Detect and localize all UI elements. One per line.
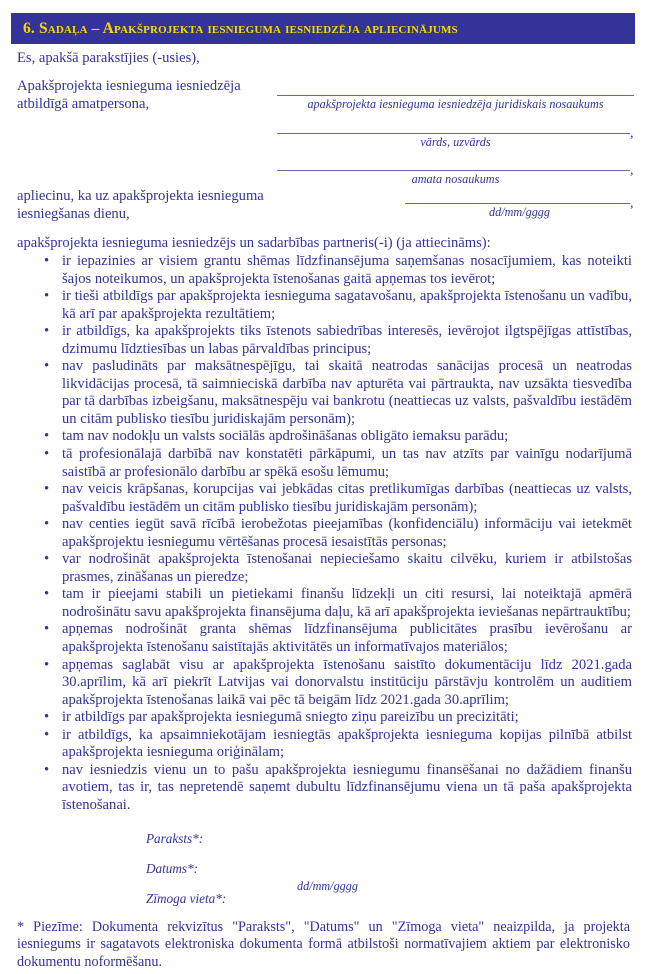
declaration-item-text: tam nav nodokļu un valsts sociālās apdrošināšanas obligāto iemaksu parādu; <box>62 428 509 445</box>
signature-label-zimoga-vieta: Zīmoga vieta*: <box>146 891 227 906</box>
declaration-item-text: tam ir pieejami stabili un pietiekami finanšu līdzekļi un citi resursi, lai noteiktajā apmērā nodrošinātu savu apakšprojekta finansējuma daļu, kā arī apakšprojekta ieviešanas nepārtrauktību; <box>62 586 632 620</box>
declaration-item <box>0 481 645 516</box>
declaration-item <box>0 516 645 551</box>
bullet-dot-icon: • <box>44 621 50 638</box>
bullet-dot-icon: • <box>44 253 50 269</box>
declaration-item-text: nav centies iegūt savā rīcībā ierobežotas pieejamības (konfidenciālu) informāciju vai ietekmēt apakšprojektu iesniegumu vērtēšanas procesā iesaistītās personas; <box>62 516 632 550</box>
declaration-item-text: apņemas saglabāt visu ar apakšprojekta īstenošanu saistīto dokumentāciju līdz 2021.gada 30.aprīlim, kā arī piekrīt Latvijas vai donorvalstu institūciju pārstāvju kontrolēm un auditiem apakšprojekta īstenošanas laikā vai pēc tā beigām līdz 2021.gada 30.aprīlim; <box>62 656 632 708</box>
fill-line-2-caption: vārds, uzvārds <box>420 135 491 149</box>
declaration-item-text: ir iepazinies ar visiem grantu shēmas līdzfinansējuma saņemšanas nosacījumiem, kas noteikti šajos noteikumos, un apakšprojekta īstenošanas gaitā apņemas tos ievērot; <box>62 253 632 287</box>
bullet-dot-icon: • <box>44 656 50 673</box>
declaration-item-text: nav iesniedzis vienu un to pašu apakšprojekta iesniegumu finansēšanai no dažādiem finanšu avotiem, tas ir, tas nepretendē saņemt dubultu līdzfinansējumu viena un tā paša apakšprojekta īstenošanai. <box>62 761 632 813</box>
intro-line-1: Es, apakšā parakstījies (-usies), <box>17 50 200 66</box>
declaration-item-text: ir atbildīgs, ka apakšprojekts tiks īstenots sabiedrības interesēs, ievērojot ilgtspējīgas attīstības, dzimumu līdztiesības un labas pārvaldības principus; <box>62 323 632 357</box>
bullet-dot-icon: • <box>44 446 50 463</box>
fill-line-1-caption: apakšprojekta iesnieguma iesniedzēja juridiskais nosaukums <box>307 97 604 111</box>
declaration-item <box>0 621 645 656</box>
bullet-dot-icon: • <box>44 551 50 568</box>
bullet-dot-icon: • <box>44 726 50 743</box>
fill-line-2-rule[interactable] <box>277 133 630 134</box>
footnote-text: * Piezīme: Dokumenta rekvizītus "Paraksts", "Datums" un "Zīmoga vieta" neaizpilda, ja projekta iesniegums ir sagatavots elektroniska dokumenta formā atbilstoši normatīvajiem aktiem par elektronisko dokumentu noformēšanu. <box>17 919 630 970</box>
declaration-item-text: nav pasludināts par maksātnespējīgu, tai skaitā neatrodas sanācijas procesā un neatrodas likvidācijas procesā, tā saimnieciskā darbība nav apturēta vai pārtraukta, nav uzsākta tiesvedība par tā darbības izbeigšanu, maksātnespēju vai bankrotu (neattiecas uz valsts, pašvaldību iestādēm un citām publisko tiesību juridiskajām personām); <box>62 358 632 427</box>
declaration-item-text: ir atbildīgs par apakšprojekta iesniegumā sniegto ziņu pareizību un precizitāti; <box>62 709 519 726</box>
bullet-dot-icon: • <box>44 586 50 603</box>
declaration-item-text: tā profesionālajā darbībā nav konstatēti pārkāpumi, un tas nav atzīts par vainīgu nodarījumā saistībā ar profesionālo darbību ar spēkā esošu lēmumu; <box>62 446 632 480</box>
declaration-item-text: ir tieši atbildīgs par apakšprojekta iesnieguma sagatavošanu, apakšprojekta īstenošanu un vadību, kā arī par apakšprojekta rezultātiem; <box>62 288 632 322</box>
declaration-item <box>0 446 645 481</box>
declaration-item-text: apņemas nodrošināt granta shēmas līdzfinansējuma publicitātes prasību ievērošanu ar apakšprojekta īstenošanu saistītajās aktivitātēs un informatīvajos materiālos; <box>62 621 632 656</box>
declaration-item-text: nav veicis krāpšanas, korupcijas vai jebkādas citas pretlikumīgas darbības (neattiecas uz valsts, pašvaldību iestādēm un citām publisko tiesību juridiskajām personām); <box>62 481 632 515</box>
declaration-item <box>0 727 645 762</box>
declaration-item <box>0 762 645 815</box>
declaration-item <box>0 709 645 727</box>
section-header-band <box>11 13 635 44</box>
declaration-item-text: ir atbildīgs, ka apsaimniekotājam iesniegtās apakšprojekta iesnieguma kopijas pilnībā atbilst apakšprojekta iesnieguma oriģinālam; <box>62 726 632 761</box>
declaration-item <box>0 323 645 358</box>
bullet-dot-icon: • <box>44 709 50 726</box>
bullet-dot-icon: • <box>44 288 50 305</box>
section-header-title: 6. Sadaļa – Apakšprojekta iesnieguma iesniedzēja apliecinājums <box>23 19 458 37</box>
fill-line-3-rule[interactable] <box>277 170 630 171</box>
fill-line-1-rule[interactable] <box>277 95 634 96</box>
fill-line-4-comma: , <box>630 196 634 211</box>
signature-label-datums: Datums*: <box>146 861 199 876</box>
declaration-item <box>0 657 645 710</box>
declaration-item-text: var nodrošināt apakšprojekta īstenošanai nepieciešamo skaitu cilvēku, kuriem ir atbilstošas prasmes, zināšanas un pieredze; <box>62 551 632 585</box>
bullet-dot-icon: • <box>44 761 50 778</box>
bullet-dot-icon: • <box>44 358 50 375</box>
declaration-list <box>0 253 645 815</box>
declaration-item <box>0 288 645 323</box>
fill-line-3-caption: amata nosaukums <box>411 172 500 186</box>
signature-label-paraksts: Paraksts*: <box>146 831 204 846</box>
declaration-item <box>0 358 645 428</box>
bullet-dot-icon: • <box>44 481 50 498</box>
fill-line-4-rule[interactable] <box>405 203 630 204</box>
bullet-dot-icon: • <box>44 516 50 533</box>
declaration-item <box>0 551 645 586</box>
declaration-item <box>0 428 645 446</box>
fill-line-3-comma: , <box>630 163 634 178</box>
signature-date-placeholder: dd/mm/gggg <box>297 879 358 893</box>
declarations-lead-in: apakšprojekta iesnieguma iesniedzējs un sadarbības partneris(-i) (ja attiecināms): <box>17 235 491 251</box>
bullet-dot-icon: • <box>44 428 50 445</box>
intro-line-2: Apakšprojekta iesnieguma iesniedzēja atbildīgā amatpersona, <box>17 78 241 112</box>
fill-line-2-comma: , <box>630 126 634 141</box>
fill-line-4-caption: dd/mm/gggg <box>489 205 550 219</box>
bullet-dot-icon: • <box>44 323 50 340</box>
intro-line-3: apliecinu, ka uz apakšprojekta iesnieguma iesniegšanas dienu, <box>17 188 264 222</box>
declaration-item <box>0 586 645 621</box>
declaration-item <box>0 253 645 288</box>
